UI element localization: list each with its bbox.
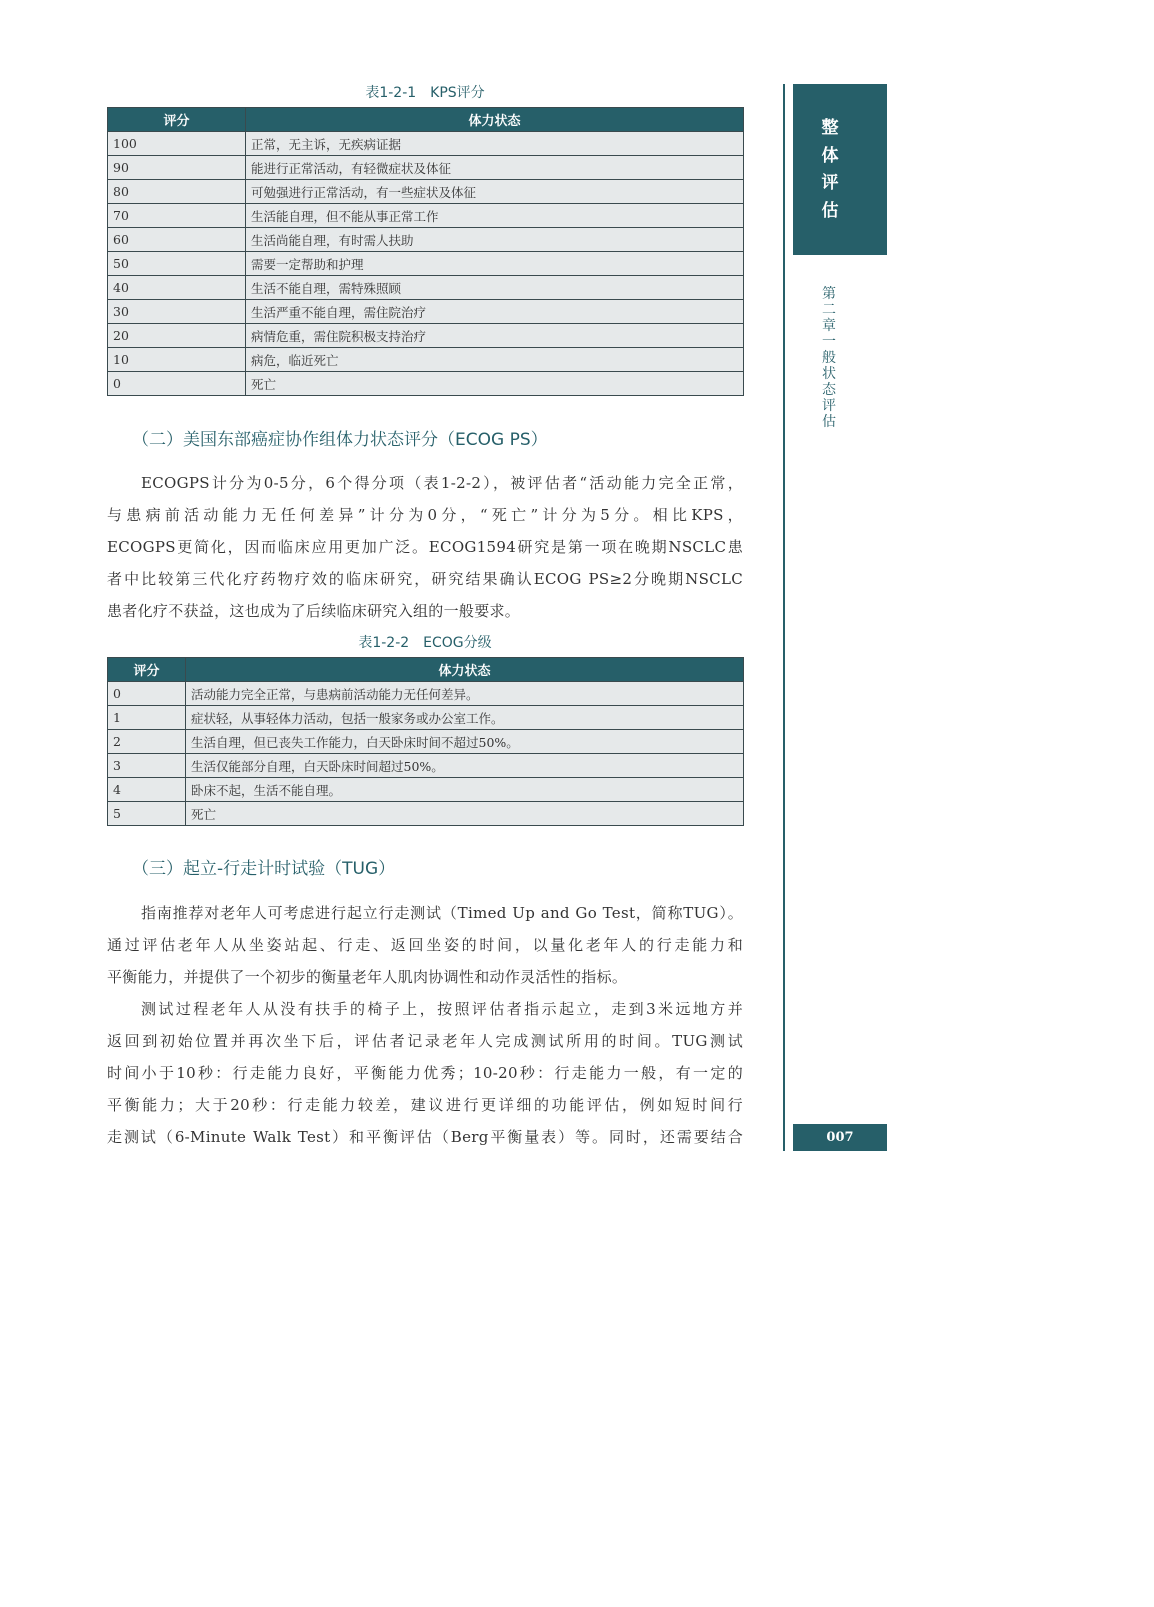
score-cell: 30 [108, 300, 246, 324]
table-caption: 表1-2-1 KPS评分 [365, 85, 485, 101]
score-cell: 90 [108, 156, 246, 180]
column-header: 体力状态 [246, 108, 744, 132]
table-row [108, 348, 744, 372]
text-line: 与患病前活动能力无任何差异”计分为0分，“死亡”计分为5分。相比KPS， [107, 506, 743, 524]
table-header [108, 108, 744, 132]
table-row [108, 778, 744, 802]
text-line: 时间小于10秒：行走能力良好，平衡能力优秀；10-20秒：行走能力一般，有一定的 [107, 1064, 743, 1082]
table-header [108, 658, 744, 682]
status-cell: 活动能力完全正常，与患病前活动能力无任何差异。 [186, 682, 744, 706]
table-row [108, 682, 744, 706]
text-line: ECOGPS更简化，因而临床应用更加广泛。ECOG1594研究是第一项在晚期NSCLC患 [107, 538, 743, 556]
score-cell: 100 [108, 132, 246, 156]
score-cell: 70 [108, 204, 246, 228]
status-cell: 需要一定帮助和护理 [246, 252, 744, 276]
table-row [108, 706, 744, 730]
score-cell: 40 [108, 276, 246, 300]
text-line: 走测试（6-Minute Walk Test）和平衡评估（Berg平衡量表）等。同时，还需要结合 [107, 1128, 743, 1146]
status-cell: 正常，无主诉，无疾病证据 [246, 132, 744, 156]
table-row [108, 730, 744, 754]
section-title: 整体评估 [821, 118, 839, 221]
section-tab [793, 84, 887, 255]
text-line: 通过评估老年人从坐姿站起、行走、返回坐姿的时间，以量化老年人的行走能力和 [107, 936, 743, 954]
chapter-title: 第二章 一般状态评估 [822, 286, 836, 430]
status-cell: 卧床不起，生活不能自理。 [186, 778, 744, 802]
score-cell: 0 [108, 682, 186, 706]
table-row [108, 300, 744, 324]
status-cell: 死亡 [186, 802, 744, 826]
text-line: 平衡能力，并提供了一个初步的衡量老年人肌肉协调性和动作灵活性的指标。 [107, 968, 628, 986]
score-cell: 20 [108, 324, 246, 348]
status-cell: 生活尚能自理，有时需人扶助 [246, 228, 744, 252]
table-row [108, 754, 744, 778]
status-cell: 生活不能自理，需特殊照顾 [246, 276, 744, 300]
table-row [108, 276, 744, 300]
status-cell: 死亡 [246, 372, 744, 396]
score-cell: 4 [108, 778, 186, 802]
text-line: 指南推荐对老年人可考虑进行起立行走测试（Timed Up and Go Test，简称TUG）。 [141, 904, 743, 922]
text-line: ECOGPS计分为0-5分，6个得分项（表1-2-2），被评估者“活动能力完全正常， [141, 474, 743, 492]
status-cell: 症状轻，从事轻体力活动，包括一般家务或办公室工作。 [186, 706, 744, 730]
table-row [108, 372, 744, 396]
score-cell: 0 [108, 372, 246, 396]
status-cell: 生活自理，但已丧失工作能力，白天卧床时间不超过50%。 [186, 730, 744, 754]
status-cell: 生活仅能部分自理，白天卧床时间超过50%。 [186, 754, 744, 778]
score-cell: 50 [108, 252, 246, 276]
table-row [108, 132, 744, 156]
status-cell: 能进行正常活动，有轻微症状及体征 [246, 156, 744, 180]
score-cell: 60 [108, 228, 246, 252]
section-heading: （三）起立-行走计时试验（TUG） [132, 859, 396, 879]
table-row [108, 324, 744, 348]
table-caption: 表1-2-2 ECOG分级 [358, 635, 492, 651]
column-header: 评分 [108, 658, 186, 682]
text-line: 患者化疗不获益，这也成为了后续临床研究入组的一般要求。 [107, 602, 521, 620]
score-cell: 3 [108, 754, 186, 778]
text-line: 返回到初始位置并再次坐下后，评估者记录老年人完成测试所用的时间。TUG测试 [107, 1032, 743, 1050]
text-line: 者中比较第三代化疗药物疗效的临床研究，研究结果确认ECOG PS≥2分晚期NSCLC [107, 570, 743, 588]
status-cell: 病情危重，需住院积极支持治疗 [246, 324, 744, 348]
score-cell: 2 [108, 730, 186, 754]
score-cell: 5 [108, 802, 186, 826]
column-header: 体力状态 [186, 658, 744, 682]
table-row [108, 802, 744, 826]
text-line: 平衡能力；大于20秒：行走能力较差，建议进行更详细的功能评估，例如短时间行 [107, 1096, 743, 1114]
status-cell: 可勉强进行正常活动，有一些症状及体征 [246, 180, 744, 204]
table-row [108, 228, 744, 252]
column-header: 评分 [108, 108, 246, 132]
text-line: 测试过程老年人从没有扶手的椅子上，按照评估者指示起立，走到3米远地方并 [141, 1000, 743, 1018]
status-cell: 病危，临近死亡 [246, 348, 744, 372]
score-cell: 1 [108, 706, 186, 730]
margin-rule [783, 84, 785, 1151]
table-row [108, 204, 744, 228]
kps-table [107, 107, 744, 396]
table-row [108, 156, 744, 180]
status-cell: 生活能自理，但不能从事正常工作 [246, 204, 744, 228]
section-heading: （二）美国东部癌症协作组体力状态评分（ECOG PS） [132, 430, 548, 450]
status-cell: 生活严重不能自理，需住院治疗 [246, 300, 744, 324]
score-cell: 10 [108, 348, 246, 372]
page-number: 007 [793, 1124, 887, 1151]
score-cell: 80 [108, 180, 246, 204]
table-row [108, 180, 744, 204]
table-row [108, 252, 744, 276]
ecog-table [107, 657, 744, 826]
